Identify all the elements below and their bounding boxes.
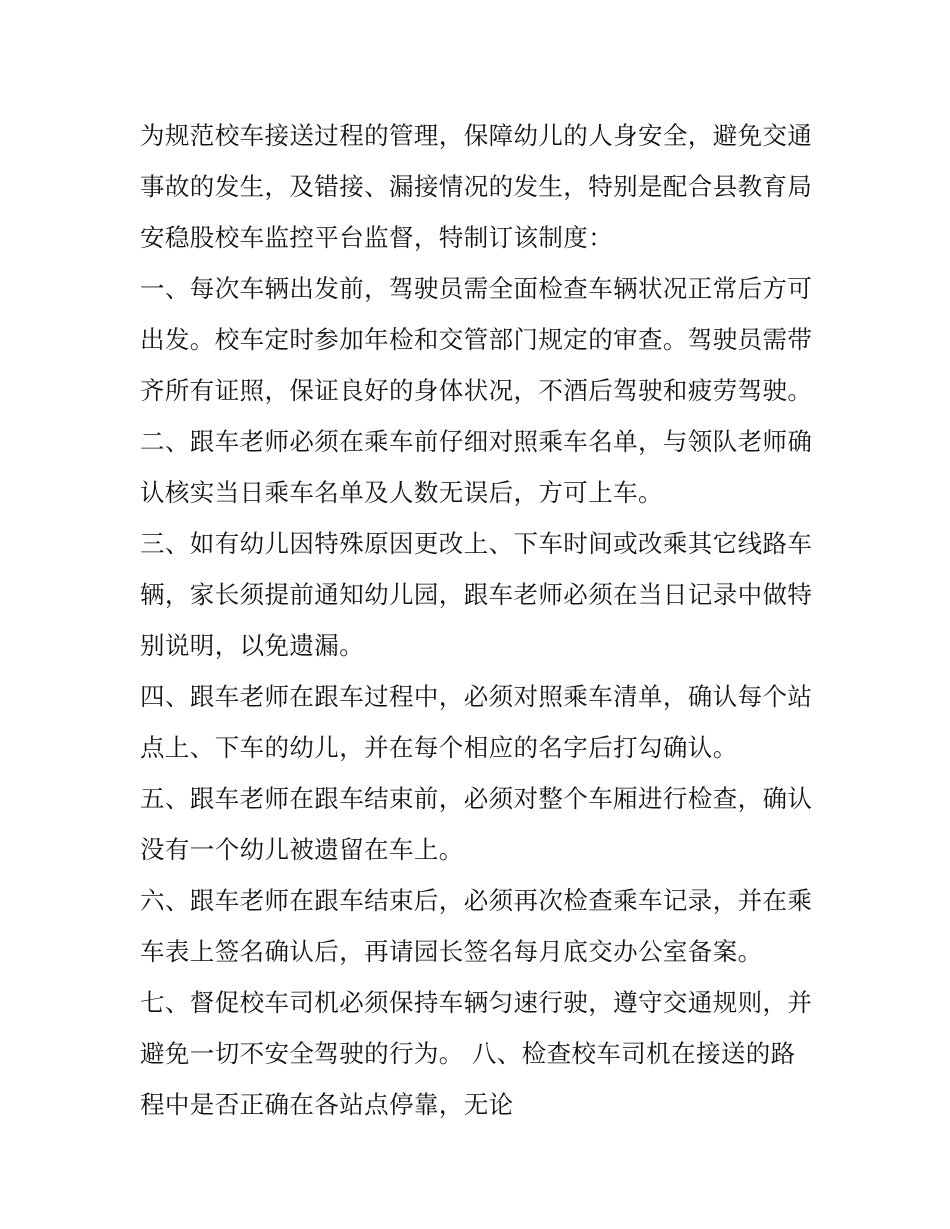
- text-line-3: 安稳股校车监控平台监督，特制订该制度：: [140, 223, 614, 252]
- text-line-12: 四、跟车老师在跟车过程中，必须对照乘车清单，确认每个站: [140, 682, 813, 711]
- text-line-20: 程中是否正确在各站点停靠，无论: [140, 1090, 514, 1119]
- text-line-19: 避免一切不安全驾驶的行为。 八、检查校车司机在接送的路: [140, 1039, 796, 1068]
- text-line-13: 点上、下车的幼儿，并在每个相应的名字后打勾确认。: [140, 733, 738, 762]
- text-line-11: 别说明，以免遗漏。: [140, 631, 365, 660]
- text-line-7: 二、跟车老师必须在乘车前仔细对照乘车名单，与领队老师确: [140, 427, 813, 456]
- text-line-2: 事故的发生，及错接、漏接情况的发生，特别是配合县教育局: [140, 172, 813, 201]
- text-line-14: 五、跟车老师在跟车结束前，必须对整个车厢进行检查，确认: [140, 784, 813, 813]
- text-line-1: 为规范校车接送过程的管理，保障幼儿的人身安全，避免交通: [140, 121, 813, 150]
- text-line-8: 认核实当日乘车名单及人数无误后，方可上车。: [140, 478, 663, 507]
- text-line-5: 出发。校车定时参加年检和交管部门规定的审查。驾驶员需带: [140, 325, 813, 354]
- text-line-15: 没有一个幼儿被遗留在车上。: [140, 835, 464, 864]
- text-line-18: 七、督促校车司机必须保持车辆匀速行驶，遵守交通规则，并: [140, 988, 813, 1017]
- text-line-4: 一、每次车辆出发前，驾驶员需全面检查车辆状况正常后方可: [140, 274, 813, 303]
- text-line-9: 三、如有幼儿因特殊原因更改上、下车时间或改乘其它线路车: [140, 529, 813, 558]
- text-line-17: 车表上签名确认后，再请园长签名每月底交办公室备案。: [140, 937, 763, 966]
- text-line-16: 六、跟车老师在跟车结束后，必须再次检查乘车记录，并在乘: [140, 886, 813, 915]
- document-body: [140, 110, 820, 1130]
- text-line-10: 辆，家长须提前通知幼儿园，跟车老师必须在当日记录中做特: [140, 580, 813, 609]
- text-line-6: 齐所有证照，保证良好的身体状况，不酒后驾驶和疲劳驾驶。: [140, 376, 813, 405]
